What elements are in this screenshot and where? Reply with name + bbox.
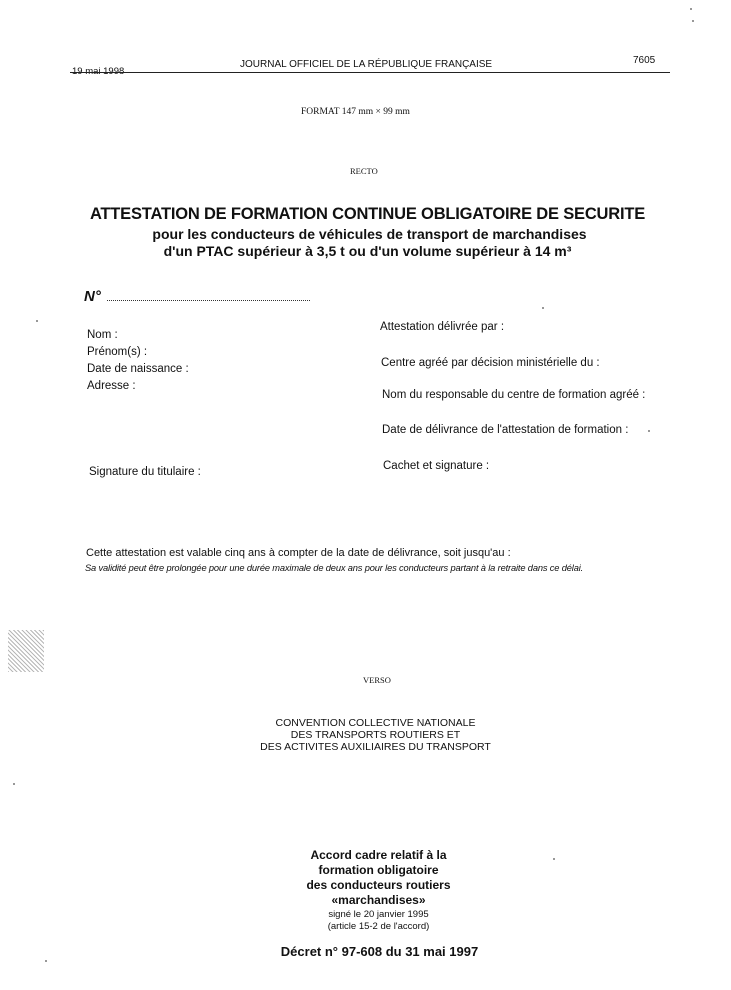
number-dotted-line [107, 299, 310, 301]
field-date-naissance: Date de naissance : [87, 363, 189, 375]
recto-label: RECTO [350, 166, 378, 176]
scan-speck [13, 783, 15, 785]
scan-speck [45, 960, 47, 962]
field-nom-responsable: Nom du responsable du centre de formation agréé : [382, 389, 646, 401]
field-date-delivrance: Date de délivrance de l'attestation de formation : [382, 424, 629, 436]
accord-line-3: des conducteurs routiers [306, 878, 451, 892]
convention-line-2: DES TRANSPORTS ROUTIERS ET [290, 729, 461, 741]
accord-line-2: formation obligatoire [318, 863, 439, 877]
convention-block [10, 717, 731, 753]
field-adresse: Adresse : [87, 380, 136, 392]
field-centre-agree: Centre agréé par décision ministérielle du : [381, 357, 600, 369]
convention-line-3: DES ACTIVITES AUXILIAIRES DU TRANSPORT [260, 741, 491, 753]
format-line: FORMAT 147 mm × 99 mm [301, 107, 410, 117]
field-prenom: Prénom(s) : [87, 346, 148, 358]
journal-title: JOURNAL OFFICIEL DE LA RÉPUBLIQUE FRANÇAISE [240, 59, 493, 70]
number-label: N° [84, 288, 101, 305]
verso-label: VERSO [363, 675, 391, 685]
attestation-subtitle-1: pour les conducteurs de véhicules de transport de marchandises [152, 226, 587, 242]
field-delivree-par: Attestation délivrée par : [380, 321, 505, 333]
validity-note: Sa validité peut être prolongée pour une durée maximale de deux ans pour les conducteurs partant à la retraite dans ce délai. [85, 563, 584, 573]
accord-block [13, 848, 731, 908]
scan-speck [553, 858, 555, 860]
scan-speck [690, 8, 692, 10]
field-nom: Nom : [87, 329, 118, 341]
scan-speck [542, 307, 544, 309]
convention-line-1: CONVENTION COLLECTIVE NATIONALE [275, 717, 476, 729]
scan-speck [648, 430, 650, 432]
accord-line-1: Accord cadre relatif à la [310, 848, 447, 862]
accord-line-4: «marchandises» [331, 893, 426, 907]
accord-article: (article 15-2 de l'accord) [327, 921, 430, 932]
validity-statement: Cette attestation est valable cinq ans à compter de la date de délivrance, soit jusqu'au : [86, 547, 511, 559]
page-number: 7605 [633, 55, 656, 66]
accord-signed: signé le 20 janvier 1995 [328, 909, 429, 920]
scan-noise-left [8, 630, 44, 672]
field-signature-titulaire: Signature du titulaire : [89, 466, 201, 478]
header-rule [70, 72, 670, 73]
number-field [84, 288, 310, 306]
attestation-subtitle-2: d'un PTAC supérieur à 3,5 t ou d'un volume supérieur à 14 m³ [163, 243, 572, 259]
attestation-title: ATTESTATION DE FORMATION CONTINUE OBLIGATOIRE DE SECURITE [89, 205, 646, 223]
field-cachet-signature: Cachet et signature : [383, 460, 490, 472]
scan-speck [36, 320, 38, 322]
decree-line: Décret n° 97-608 du 31 mai 1997 [280, 944, 479, 959]
scan-speck [692, 20, 694, 22]
